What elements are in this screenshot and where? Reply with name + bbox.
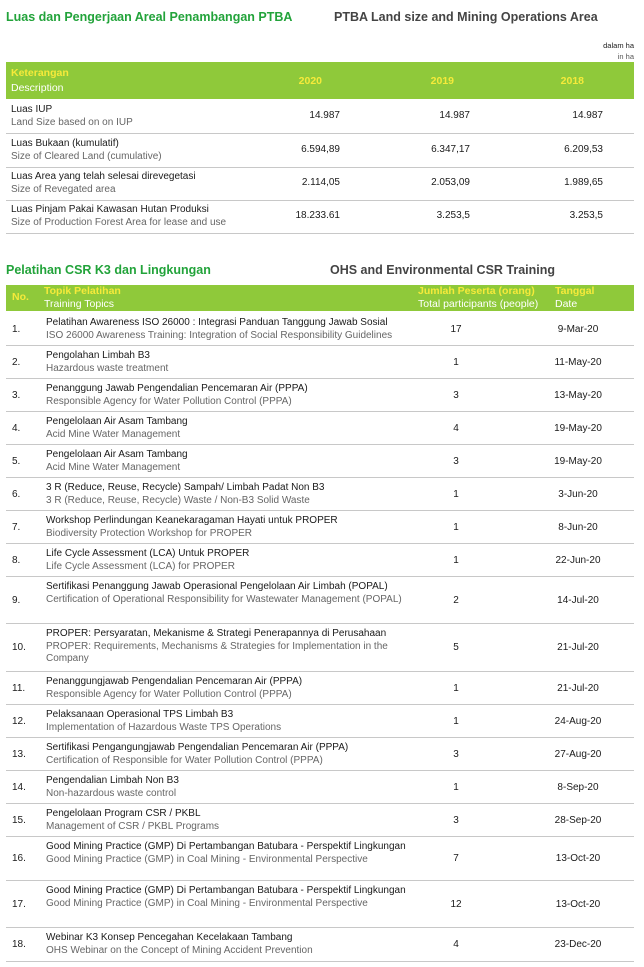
header-description-en: Description (11, 82, 64, 94)
training-topic-id: Pengelolaan Air Asam Tambang (46, 449, 188, 460)
land-table-row (6, 134, 634, 168)
land-table-header (6, 62, 634, 99)
training-row-participants: 3 (453, 815, 459, 826)
training-topic-id: Pengendalian Limbah Non B3 (46, 775, 179, 786)
land-row-value: 18.233.61 (295, 210, 340, 221)
training-table-row (6, 804, 634, 837)
land-row-label-id: Luas Bukaan (kumulatif) (11, 138, 119, 149)
land-row-label-en: Size of Production Forest Area for lease and use (11, 217, 227, 228)
training-row-number: 5. (12, 456, 21, 467)
header-year-2019: 2019 (430, 75, 454, 87)
header-topic-en: Training Topics (44, 298, 115, 310)
training-table-row (6, 478, 634, 511)
training-row-number: 4. (12, 423, 21, 434)
land-row-value: 6.594,89 (301, 144, 340, 155)
training-row-number: 11. (12, 683, 26, 694)
training-row-date: 13-May-20 (554, 390, 602, 401)
training-row-participants: 4 (453, 423, 459, 434)
land-row-value: 14.987 (309, 110, 340, 121)
training-row-participants: 3 (453, 456, 459, 467)
training-topic-id: Sertifikasi Penanggung Jawab Operasional Pengelolaan Air Limbah (POPAL) (46, 581, 388, 592)
training-row-participants: 1 (453, 782, 459, 793)
section2-title-en: OHS and Environmental CSR Training (330, 263, 556, 277)
training-topic-en: Certification of Responsible for Water Pollution Control (PPPA) (46, 754, 323, 766)
training-row-participants: 1 (453, 489, 459, 500)
training-row-participants: 3 (453, 749, 459, 760)
training-row-date: 24-Aug-20 (554, 716, 602, 727)
header-topic-id: Topik Pelatihan (44, 285, 121, 297)
training-table-row (6, 881, 634, 928)
training-row-number: 17. (12, 899, 26, 910)
training-row-participants: 7 (453, 853, 459, 864)
training-topic-en: Good Mining Practice (GMP) in Coal Mining - Environmental Perspective (46, 853, 368, 865)
training-row-topic (46, 709, 406, 734)
training-row-number: 2. (12, 357, 21, 368)
training-topic-en: ISO 26000 Awareness Training: Integration of Social Responsibility Guidelines (46, 329, 393, 341)
training-row-date: 23-Dec-20 (554, 939, 602, 950)
training-topic-en: Biodiversity Protection Workshop for PROPER (46, 527, 253, 539)
land-row-value: 1.989,65 (564, 177, 603, 188)
land-row-value: 2.053,09 (431, 177, 470, 188)
training-row-number: 14. (12, 782, 26, 793)
training-topic-en: OHS Webinar on the Concept of Mining Accident Prevention (46, 944, 313, 956)
training-row-date: 13-Oct-20 (555, 853, 601, 864)
training-row-topic (46, 581, 406, 606)
training-row-date: 22-Jun-20 (555, 555, 601, 566)
training-row-participants: 12 (450, 899, 462, 910)
training-row-topic (46, 808, 406, 833)
training-table-row (6, 771, 634, 804)
land-row-label-en: Size of Cleared Land (cumulative) (11, 151, 162, 162)
training-row-date: 8-Jun-20 (558, 522, 598, 533)
header-participants-id: Jumlah Peserta (orang) (418, 285, 535, 297)
header-description-id: Keterangan (11, 67, 69, 79)
training-topic-en: Life Cycle Assessment (LCA) for PROPER (46, 560, 235, 572)
training-topic-id: Pengelolaan Program CSR / PKBL (46, 808, 201, 819)
training-row-date: 27-Aug-20 (554, 749, 602, 760)
training-topic-en: Responsible Agency for Water Pollution Control (PPPA) (46, 395, 292, 407)
unit-id: dalam ha (603, 41, 634, 50)
training-topic-en: 3 R (Reduce, Reuse, Recycle) Waste / Non-B3 Solid Waste (46, 494, 310, 506)
unit-en: in ha (617, 52, 634, 61)
training-table-row (6, 705, 634, 738)
training-table-row (6, 624, 634, 672)
training-table-row (6, 412, 634, 445)
training-row-participants: 2 (453, 595, 459, 606)
training-table-row (6, 445, 634, 478)
training-row-participants: 1 (453, 555, 459, 566)
training-row-topic (46, 416, 406, 441)
land-row-label-id: Luas Pinjam Pakai Kawasan Hutan Produksi (11, 204, 209, 215)
land-row-value: 14.987 (572, 110, 603, 121)
section2-title-id: Pelatihan CSR K3 dan Lingkungan (6, 263, 211, 277)
training-row-number: 12. (12, 716, 26, 727)
land-table-row (6, 100, 634, 134)
training-row-participants: 1 (453, 716, 459, 727)
training-table-header (6, 285, 634, 311)
header-participants-en: Total participants (people) (418, 298, 539, 310)
training-row-number: 18. (12, 939, 26, 950)
training-topic-en: Acid Mine Water Management (46, 461, 181, 473)
training-table-row (6, 837, 634, 881)
training-row-date: 21-Jul-20 (557, 683, 599, 694)
header-year-2020: 2020 (298, 75, 322, 87)
training-row-number: 9. (12, 595, 21, 606)
training-row-date: 19-May-20 (554, 456, 602, 467)
training-topic-id: Good Mining Practice (GMP) Di Pertambangan Batubara - Perspektif Lingkungan (46, 885, 406, 896)
training-row-topic (46, 482, 406, 507)
training-topic-id: Pelatihan Awareness ISO 26000 : Integrasi Panduan Tanggung Jawab Sosial (46, 317, 388, 328)
training-table-row (6, 577, 634, 624)
training-row-participants: 1 (453, 522, 459, 533)
header-no: No. (12, 291, 29, 303)
training-row-topic (46, 317, 406, 342)
training-row-number: 7. (12, 522, 21, 533)
training-table-row (6, 379, 634, 412)
training-table-row (6, 544, 634, 577)
training-row-date: 8-Sep-20 (557, 782, 599, 793)
training-row-number: 8. (12, 555, 21, 566)
training-row-number: 1. (12, 324, 21, 335)
training-row-participants: 1 (453, 683, 459, 694)
training-table-row (6, 928, 634, 962)
training-row-topic (46, 383, 406, 408)
land-row-label-id: Luas Area yang telah selesai direvegetasi (11, 171, 196, 182)
land-row-label-en: Size of Revegated area (11, 184, 116, 195)
section1-title-en: PTBA Land size and Mining Operations Area (334, 10, 598, 24)
training-row-number: 15. (12, 815, 26, 826)
header-date-en: Date (555, 298, 578, 310)
training-table-row (6, 738, 634, 771)
land-row-value: 6.209,53 (564, 144, 603, 155)
training-topic-id: Life Cycle Assessment (LCA) Untuk PROPER (46, 548, 250, 559)
training-row-participants: 5 (453, 642, 459, 653)
land-row-value: 14.987 (439, 110, 470, 121)
training-row-topic (46, 775, 406, 800)
land-row-value: 3.253,5 (569, 210, 603, 221)
training-row-topic (46, 676, 406, 701)
training-row-date: 19-May-20 (554, 423, 602, 434)
training-row-date: 11-May-20 (554, 357, 602, 368)
training-row-date: 28-Sep-20 (554, 815, 602, 826)
training-row-topic (46, 515, 406, 540)
training-topic-id: Pelaksanaan Operasional TPS Limbah B3 (46, 709, 234, 720)
land-table-row (6, 200, 634, 234)
land-row-label-id: Luas IUP (11, 104, 53, 115)
land-row-value: 2.114,05 (301, 177, 340, 188)
training-topic-id: 3 R (Reduce, Reuse, Recycle) Sampah/ Limbah Padat Non B3 (46, 482, 325, 493)
training-topic-en: Responsible Agency for Water Pollution Control (PPPA) (46, 688, 292, 700)
training-row-date: 13-Oct-20 (555, 899, 601, 910)
training-table-row (6, 672, 634, 705)
training-topic-id: Pengolahan Limbah B3 (46, 350, 150, 361)
training-table-row (6, 346, 634, 379)
training-topic-en: Certification of Operational Responsibility for Wastewater Management (POPAL) (46, 593, 402, 605)
training-row-topic (46, 841, 406, 866)
training-row-participants: 4 (453, 939, 459, 950)
land-table-row (6, 167, 634, 201)
training-row-number: 10. (12, 642, 26, 653)
training-topic-en: Good Mining Practice (GMP) in Coal Mining - Environmental Perspective (46, 897, 368, 909)
training-topic-id: Webinar K3 Konsep Pencegahan Kecelakaan Tambang (46, 932, 293, 943)
section1-title-id: Luas dan Pengerjaan Areal Penambangan PTBA (6, 10, 293, 24)
training-row-topic (46, 932, 406, 957)
training-row-topic (46, 548, 406, 573)
training-topic-id: Workshop Perlindungan Keanekaragaman Hayati untuk PROPER (46, 515, 338, 526)
training-topic-en: Management of CSR / PKBL Programs (46, 820, 220, 832)
training-topic-id: Penanggung Jawab Pengendalian Pencemaran Air (PPPA) (46, 383, 308, 394)
training-row-participants: 17 (450, 324, 462, 335)
training-row-date: 3-Jun-20 (558, 489, 598, 500)
training-row-number: 3. (12, 390, 21, 401)
training-row-date: 21-Jul-20 (557, 642, 599, 653)
training-topic-en: Non-hazardous waste control (46, 787, 177, 799)
training-topic-en: Hazardous waste treatment (46, 362, 169, 374)
land-row-label-en: Land Size based on on IUP (11, 117, 133, 128)
training-topic-id: Sertifikasi Pengangungjawab Pengendalian Pencemaran Air (PPPA) (46, 742, 349, 753)
header-date-id: Tanggal (555, 285, 595, 297)
training-row-number: 16. (12, 853, 26, 864)
header-year-2018: 2018 (560, 75, 584, 87)
training-row-topic (46, 350, 406, 375)
training-row-participants: 3 (453, 390, 459, 401)
training-topic-id: Good Mining Practice (GMP) Di Pertambangan Batubara - Perspektif Lingkungan (46, 841, 406, 852)
training-topic-en: PROPER: Requirements, Mechanisms & Strategies for Implementation in the Company (46, 640, 388, 664)
training-row-topic (46, 885, 406, 910)
training-topic-id: Penanggungjawab Pengendalian Pencemaran Air (PPPA) (46, 676, 303, 687)
training-row-topic (46, 742, 406, 767)
training-row-number: 6. (12, 489, 21, 500)
training-row-participants: 1 (453, 357, 459, 368)
training-row-topic (46, 628, 406, 666)
land-row-value: 6.347,17 (431, 144, 470, 155)
training-table-row (6, 313, 634, 346)
land-row-value: 3.253,5 (436, 210, 470, 221)
training-row-number: 13. (12, 749, 26, 760)
training-topic-id: PROPER: Persyaratan, Mekanisme & Strategi Penerapannya di Perusahaan (46, 628, 387, 639)
training-row-date: 14-Jul-20 (557, 595, 599, 606)
training-topic-id: Pengelolaan Air Asam Tambang (46, 416, 188, 427)
training-table-row (6, 511, 634, 544)
training-row-date: 9-Mar-20 (557, 324, 599, 335)
training-topic-en: Acid Mine Water Management (46, 428, 181, 440)
training-topic-en: Implementation of Hazardous Waste TPS Operations (46, 721, 282, 733)
unit-label (603, 40, 634, 62)
training-row-topic (46, 449, 406, 474)
